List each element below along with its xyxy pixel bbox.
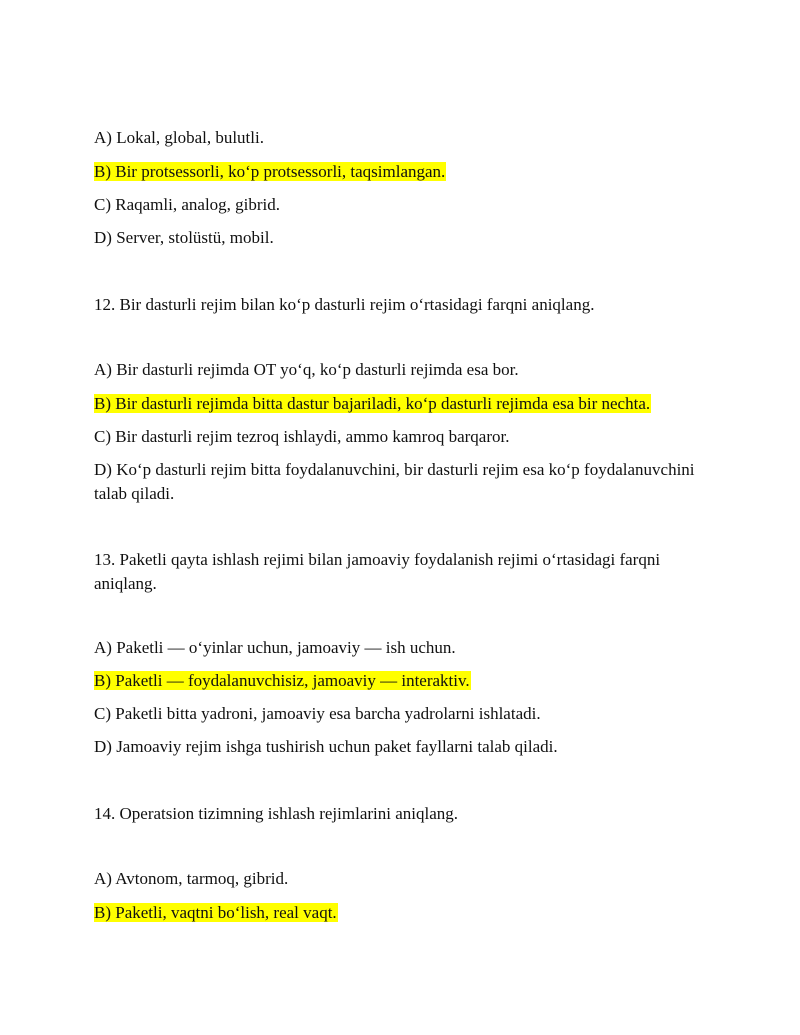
q14-option-a: A) Avtonom, tarmoq, gibrid. (94, 869, 289, 888)
question-13: 13. Paketli qayta ishlash rejimi bilan jamoaviy foydalanish rejimi o‘rtasidagi farqni aniqlang. (94, 550, 661, 593)
q13-option-d: D) Jamoaviy rejim ishga tushirish uchun paket fayllarni talab qiladi. (94, 737, 558, 756)
highlighted-answer: B) Bir dasturli rejimda bitta dastur bajariladi, ko‘p dasturli rejimda esa bir nechta. (94, 394, 651, 413)
q12-option-d: D) Ko‘p dasturli rejim bitta foydalanuvchini, bir dasturli rejim esa ko‘p foydalanuvchini talab qiladi. (94, 460, 695, 503)
q12-option-b-correct (94, 392, 651, 416)
q13-option-b-correct (94, 669, 471, 693)
q12-option-c: C) Bir dasturli rejim tezroq ishlaydi, ammo kamroq barqaror. (94, 427, 510, 446)
question-12: 12. Bir dasturli rejim bilan ko‘p dasturli rejim o‘rtasidagi farqni aniqlang. (94, 295, 595, 314)
option-a: A) Lokal, global, bulutli. (94, 128, 264, 147)
option-c: C) Raqamli, analog, gibrid. (94, 195, 281, 214)
q13-option-a: A) Paketli — o‘yinlar uchun, jamoaviy — ish uchun. (94, 638, 456, 657)
q14-option-b-correct (94, 901, 338, 925)
question-14: 14. Operatsion tizimning ishlash rejimlarini aniqlang. (94, 804, 459, 823)
option-b-correct (94, 160, 446, 184)
q12-option-a: A) Bir dasturli rejimda OT yo‘q, ko‘p dasturli rejimda esa bor. (94, 360, 519, 379)
highlighted-answer: B) Bir protsessorli, ko‘p protsessorli, taqsimlangan. (94, 162, 446, 181)
highlighted-answer: B) Paketli, vaqtni bo‘lish, real vaqt. (94, 903, 337, 922)
q13-option-c: C) Paketli bitta yadroni, jamoaviy esa barcha yadrolarni ishlatadi. (94, 704, 541, 723)
highlighted-answer: B) Paketli — foydalanuvchisiz, jamoaviy — interaktiv. (94, 671, 470, 690)
option-d: D) Server, stolüstü, mobil. (94, 228, 274, 247)
